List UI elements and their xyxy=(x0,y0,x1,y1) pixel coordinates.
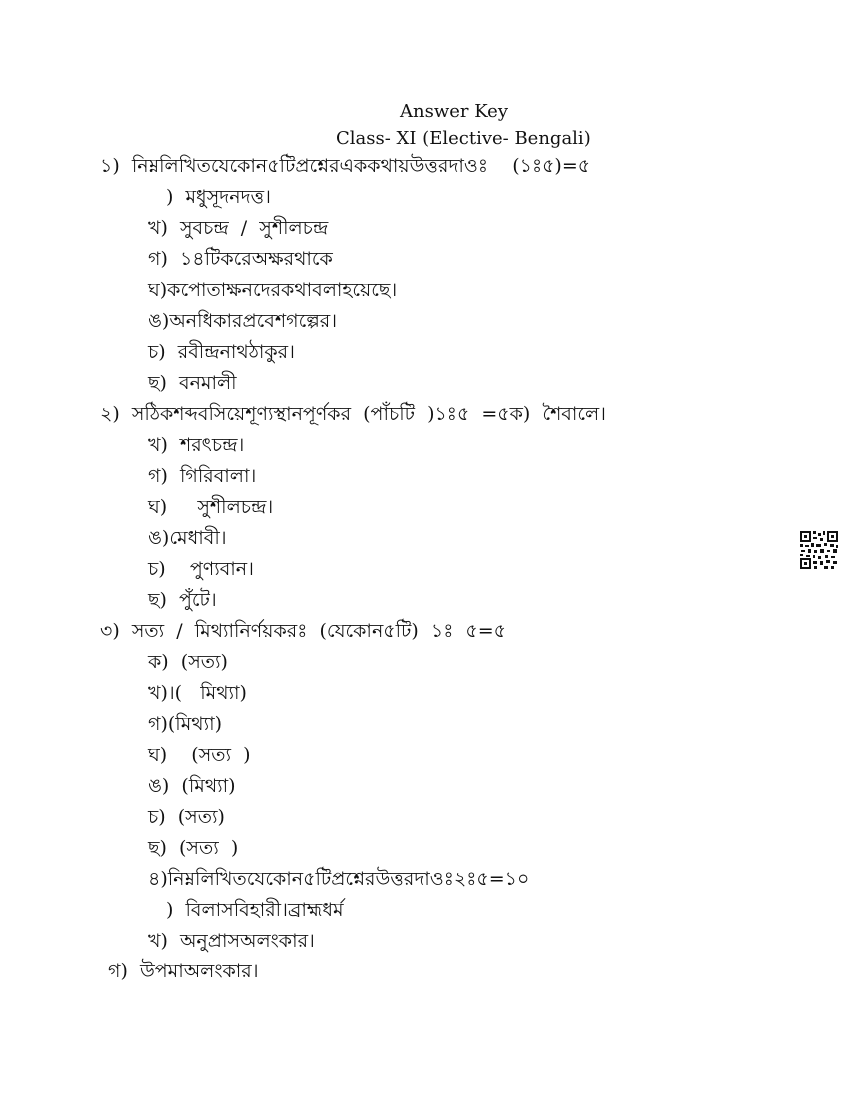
answer-3-chha: ছ) (সত্য ) xyxy=(148,837,239,859)
answer-3-kha: খ)।( মিথ্যা) xyxy=(148,682,247,704)
answer-3-nga: ঙ) (মিথ্যা) xyxy=(148,775,236,797)
answer-3-cha: চ) (সত্য) xyxy=(148,806,225,828)
document-subtitle: Class- XI (Elective- Bengali) xyxy=(336,128,591,149)
answer-2-chha: ছ) পুঁটে। xyxy=(148,589,217,611)
answer-4-ga: গ) উপমাঅলংকার। xyxy=(108,960,259,982)
answer-1-cha: চ) রবীন্দ্রনাথঠাকুর। xyxy=(148,341,295,363)
question-4-heading: ৪)নিম্নলিখিতযেকোন৫টিপ্রশ্নেরউত্তরদাওঃ২ঃ৫=১০ xyxy=(148,868,530,890)
answer-2-cha: চ) পুণ্যবান। xyxy=(148,558,254,580)
document-title: Answer Key xyxy=(400,101,508,122)
answer-1-kha: খ) সুবচন্দ্র / সুশীলচন্দ্র xyxy=(148,217,329,239)
question-2-heading: ২) সঠিকশব্দবসিয়েশূণ্যস্থানপূর্ণকর (পাঁচটি )১ঃ৫ =৫ক) শৈবালে। xyxy=(100,403,606,425)
answer-3-ka: ক) (সত্য) xyxy=(148,651,228,673)
answer-2-ga: গ) গিরিবালা। xyxy=(148,465,257,487)
question-1-heading: ১) নিম্নলিখিতযেকোন৫টিপ্রশ্নেরএককথায়উত্তরদাওঃ (১ঃ৫)=৫ xyxy=(100,155,591,177)
answer-2-gha: ঘ) সুশীলচন্দ্র। xyxy=(148,496,274,518)
answer-3-gha: ঘ) (সত্য ) xyxy=(148,744,251,766)
question-3-heading: ৩) সত্য / মিথ্যানির্ণয়করঃ (যেকোন৫টি) ১ঃ ৫=৫ xyxy=(100,620,507,642)
answer-4-a: ) বিলাসবিহারী।ব্রাহ্মধর্ম xyxy=(166,899,344,921)
answer-1-gha: ঘ)কপোতাক্ষনদেরকথাবলাহয়েছে। xyxy=(148,279,398,301)
answer-4-kha: খ) অনুপ্রাসঅলংকার। xyxy=(148,930,315,952)
qr-code-icon xyxy=(799,530,839,570)
answer-1-nga: ঙ)অনধিকারপ্রবেশগল্পের। xyxy=(148,310,338,332)
answer-2-nga: ঙ)মেধাবী। xyxy=(148,527,227,549)
answer-1-a: ) মধুসূদনদত্ত। xyxy=(166,186,271,208)
answer-1-chha: ছ) বনমালী xyxy=(148,372,237,394)
answer-3-ga: গ)(মিথ্যা) xyxy=(148,713,222,735)
answer-1-ga: গ) ১৪টিকরেঅক্ষরথাকে xyxy=(148,248,333,270)
answer-2-kha: খ) শরৎচন্দ্র। xyxy=(148,434,245,456)
